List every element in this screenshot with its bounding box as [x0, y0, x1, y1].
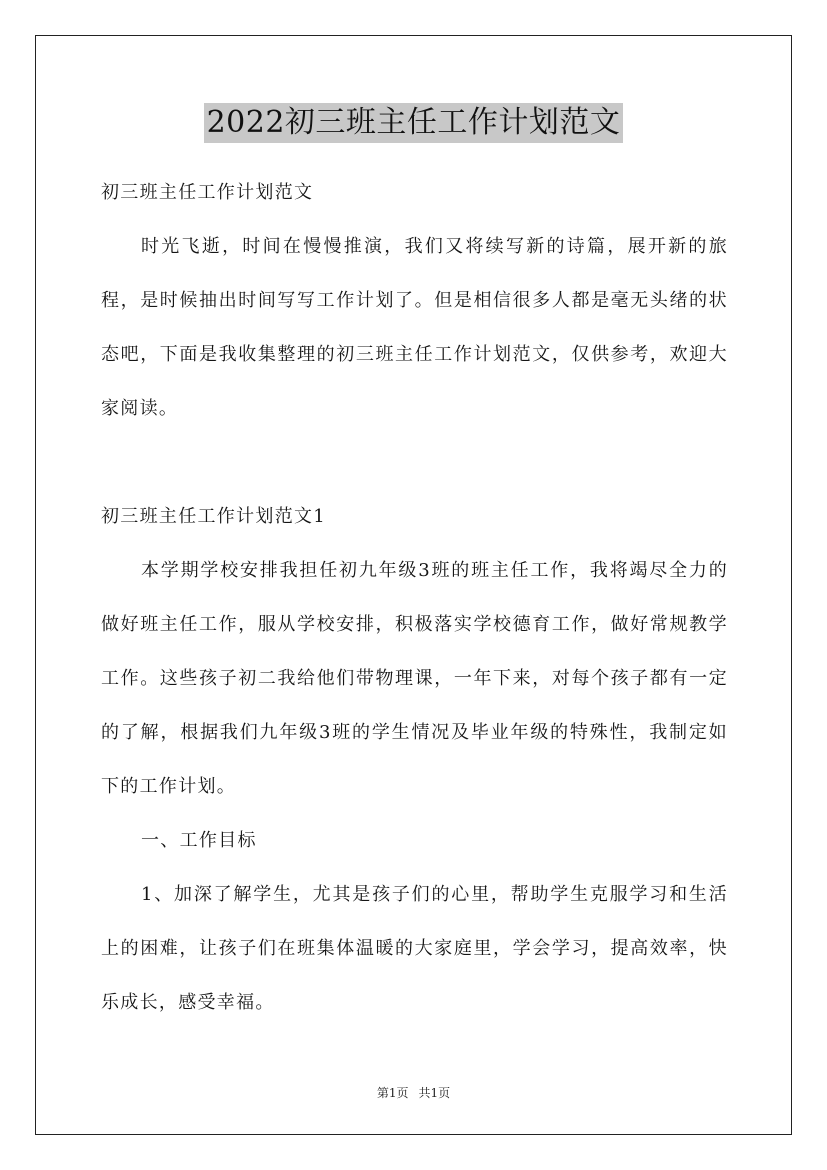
section-heading-intro: 初三班主任工作计划范文: [101, 182, 314, 203]
intro-paragraph: 时光飞逝，时间在慢慢推演，我们又将续写新的诗篇，展开新的旅程，是时候抽出时间写写工作计划了。但是相信很多人都是毫无头绪的状态吧，下面是我收集整理的初三班主任工作计划范文，仅供参考，欢迎大家阅读。: [101, 236, 728, 419]
paragraph-spacer: [101, 436, 728, 490]
page-footer: [0, 1084, 827, 1101]
body-paragraph: 本学期学校安排我担任初九年级3班的班主任工作，我将竭尽全力的做好班主任工作，服从学校安排，积极落实学校德育工作，做好常规教学工作。这些孩子初二我给他们带物理课，一年下来，对每个孩子都有一定的了解，根据我们九年级3班的学生情况及毕业年级的特殊性，我制定如下的工作计划。: [101, 560, 728, 797]
page-total: 共1页: [418, 1086, 451, 1100]
goal-item-1: 1、加深了解学生，尤其是孩子们的心里，帮助学生克服学习和生活上的困难，让孩子们在班集体温暖的大家庭里，学会学习，提高效率，快乐成长，感受幸福。: [101, 884, 728, 1013]
title-container: [0, 103, 827, 143]
section-heading-sample-1: 初三班主任工作计划范文1: [101, 506, 327, 527]
subsection-heading-goals: 一、工作目标: [141, 830, 257, 851]
document-body: [101, 166, 728, 1030]
document-title: 2022初三班主任工作计划范文: [204, 103, 624, 143]
page-number: 第1页: [376, 1086, 409, 1100]
